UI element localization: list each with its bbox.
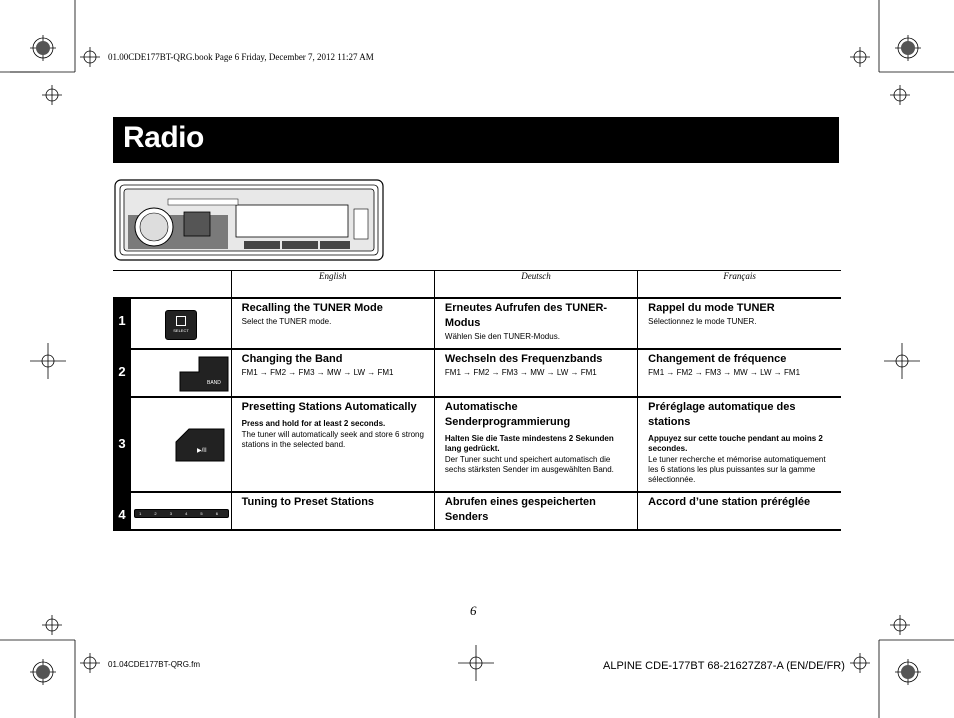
file-header: 01.00CDE177BT-QRG.book Page 6 Friday, December 7, 2012 11:27 AM <box>108 52 374 62</box>
page-number: 6 <box>470 603 477 618</box>
deutsch-cell: Automatische Senderprogrammierung Halten Sie die Taste mindestens 2 Sekunden lang gedrückt. Der Tuner sucht und speichert automatisch die sechs stärksten Sender im ausgewählten Band. <box>434 397 637 492</box>
english-cell: Tuning to Preset Stations <box>231 492 434 530</box>
step-number: 3 <box>113 397 131 492</box>
svg-text:▶/II: ▶/II <box>197 448 207 454</box>
preset-buttons-illustration <box>131 492 231 530</box>
column-header-english: English <box>231 271 434 299</box>
francais-cell: Préréglage automatique des stations Appuyez sur cette touche pendant au moins 2 secondes. Le tuner recherche et mémorise automatiquement les 6 stations les plus puissantes sur la gamme sélectionnée. <box>638 397 841 492</box>
section-banner <box>113 117 839 163</box>
deutsch-cell: Erneutes Aufrufen des TUNER-Modus Wählen Sie den TUNER-Modus. <box>434 298 637 349</box>
english-cell: Presetting Stations Automatically Press and hold for at least 2 seconds. The tuner will automatically seek and store 6 strong stations in the selected band. <box>231 397 434 492</box>
table-row <box>113 492 841 530</box>
step-number: 1 <box>113 298 131 349</box>
instructions-table <box>113 270 841 531</box>
francais-cell: Accord d’une station préréglée <box>638 492 841 530</box>
section-title: Radio <box>123 121 204 154</box>
play-pause-button-illustration <box>131 397 231 492</box>
head-unit-illustration <box>114 179 384 261</box>
preset-keys: 1 2 3 4 5 6 <box>134 509 229 518</box>
column-header-francais: Français <box>638 271 841 299</box>
band-key <box>179 356 229 392</box>
select-key: SELECT <box>165 310 197 340</box>
footer-model: ALPINE CDE-177BT 68-21627Z87-A (EN/DE/FR) <box>603 660 845 672</box>
play-pause-key <box>175 428 225 462</box>
table-header-row <box>113 271 841 299</box>
step-number: 4 <box>113 492 131 530</box>
francais-cell: Changement de fréquence FM1 → FM2 → FM3 → MW → LW → FM1 <box>638 349 841 397</box>
step-number: 2 <box>113 349 131 397</box>
table-row <box>113 298 841 349</box>
table-row <box>113 349 841 397</box>
deutsch-cell: Wechseln des Frequenzbands FM1 → FM2 → FM3 → MW → LW → FM1 <box>434 349 637 397</box>
table-row <box>113 397 841 492</box>
column-header-deutsch: Deutsch <box>434 271 637 299</box>
footer-file-name: 01.04CDE177BT-QRG.fm <box>108 660 201 669</box>
english-cell: Recalling the TUNER Mode Select the TUNER mode. <box>231 298 434 349</box>
deutsch-cell: Abrufen eines gespeicherten Senders <box>434 492 637 530</box>
english-cell: Changing the Band FM1 → FM2 → FM3 → MW → LW → FM1 <box>231 349 434 397</box>
svg-text:BAND: BAND <box>207 380 221 386</box>
francais-cell: Rappel du mode TUNER Sélectionnez le mode TUNER. <box>638 298 841 349</box>
band-button-illustration <box>131 349 231 397</box>
select-button-illustration <box>131 298 231 349</box>
